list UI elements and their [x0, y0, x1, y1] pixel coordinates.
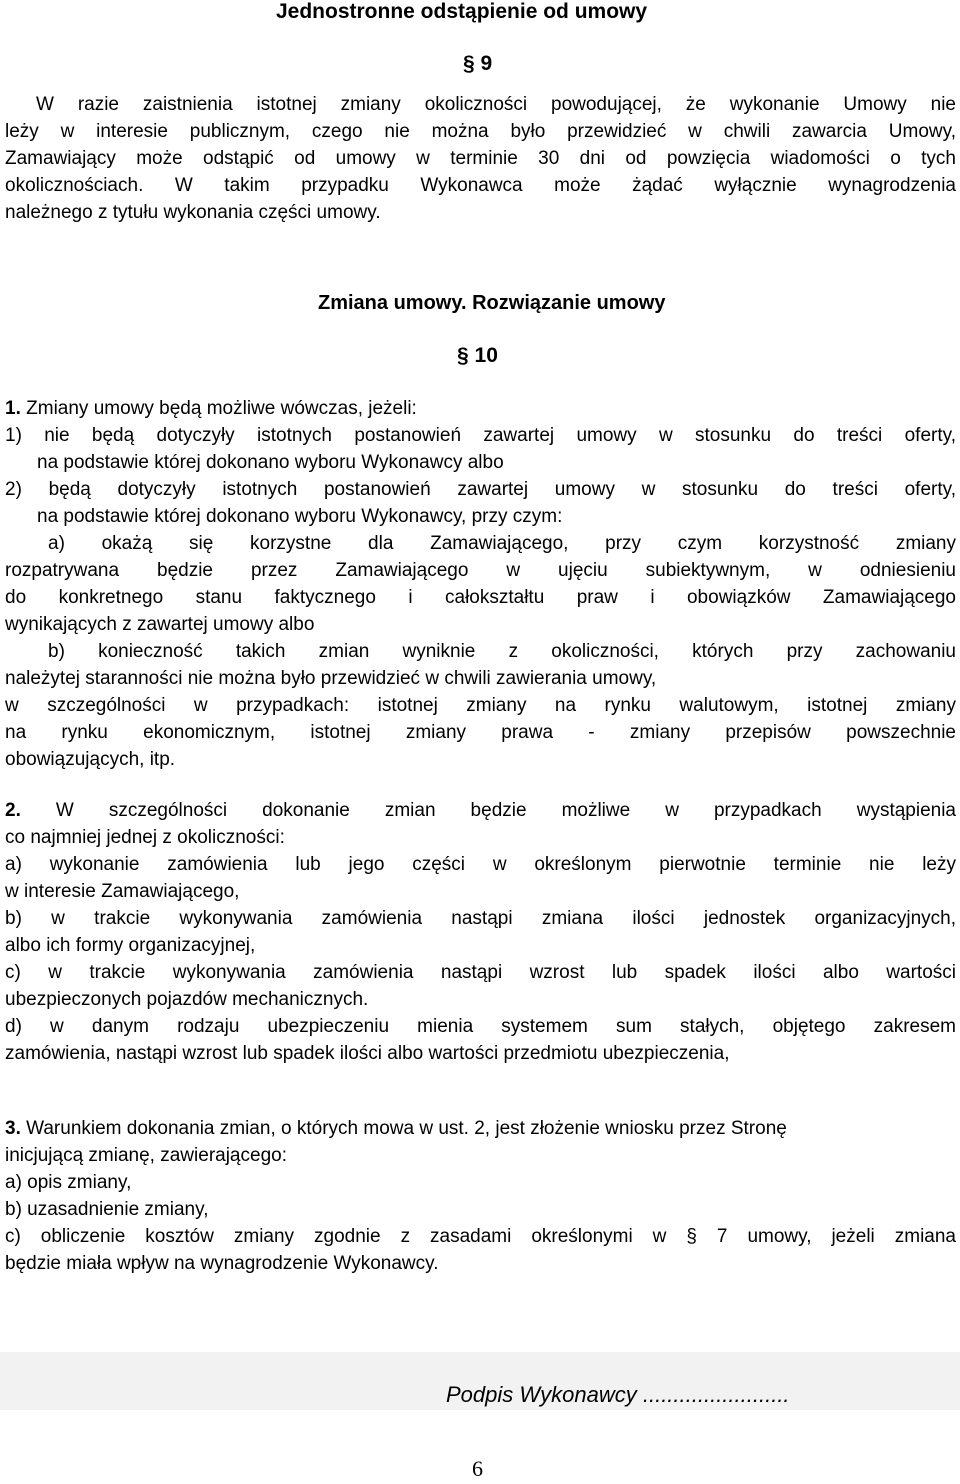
text-line: na podstawie której dokonano wyboru Wykonawcy albo: [37, 452, 504, 473]
signature-line: Podpis Wykonawcy ........................: [446, 1382, 790, 1407]
document-heading: Jednostronne odstąpienie od umowy: [276, 0, 648, 23]
paragraph-number: 9: [480, 52, 493, 75]
paragraph-10-marker: [457, 344, 498, 368]
text-line: a) opis zmiany,: [5, 1172, 132, 1193]
text-line: co najmniej jednej z okoliczności:: [5, 827, 285, 848]
text-line: a) wykonanie zamówienia lub jego części w określonym pierwotnie terminie nie leży: [5, 854, 956, 875]
point-text: Warunkiem dokonania zmian, o których mowa w ust. 2, jest złożenie wniosku przez Stronę: [20, 1118, 787, 1139]
text-line: zamówienia, nastąpi wzrost lub spadek ilości albo wartości przedmiotu ubezpieczenia,: [5, 1043, 730, 1064]
text-line: w szczególności w przypadkach: istotnej zmiany na rynku walutowym, istotnej zmiany: [5, 695, 956, 716]
text-line: na rynku ekonomicznym, istotnej zmiany prawa - zmiany przepisów powszechnie: [5, 722, 956, 743]
text-line: okolicznościach. W takim przypadku Wykonawca może żądać wyłącznie wynagrodzenia: [5, 175, 956, 196]
text-line: rozpatrywana będzie przez Zamawiającego w ujęciu subiektywnym, w odniesieniu: [5, 560, 956, 581]
text-line: b) w trakcie wykonywania zamówienia nastąpi zmiana ilości jednostek organizacyjnych,: [5, 908, 956, 929]
text-line: na podstawie której dokonano wyboru Wykonawcy, przy czym:: [37, 506, 563, 527]
text-line: należytej staranności nie można było przewidzieć w chwili zawierania umowy,: [5, 668, 657, 689]
point-3-intro: [5, 1116, 956, 1142]
text-line: w interesie Zamawiającego,: [5, 881, 240, 902]
page-number: 6: [472, 1456, 483, 1481]
text-line: 1) nie będą dotyczyły istotnych postanowień zawartej umowy w stosunku do treści oferty,: [5, 425, 956, 446]
text-line: obowiązujących, itp.: [5, 749, 176, 770]
point-text: Zmiany umowy będą możliwe wówczas, jeżeli:: [20, 398, 417, 419]
section-symbol: §: [457, 344, 469, 367]
section-title: Zmiana umowy. Rozwiązanie umowy: [318, 292, 666, 314]
point-number: 2.: [5, 800, 21, 821]
point-number: 3.: [5, 1118, 21, 1139]
text-line: b) uzasadnienie zmiany,: [5, 1199, 209, 1220]
text-line: będzie miała wpływ na wynagrodzenie Wykonawcy.: [5, 1253, 439, 1274]
text-line: a) okażą się korzystne dla Zamawiającego, przy czym korzystność zmiany: [48, 533, 956, 554]
text-line: Zamawiający może odstąpić od umowy w terminie 30 dni od powzięcia wiadomości o tych: [5, 148, 956, 169]
text-line: d) w danym rodzaju ubezpieczeniu mienia systemem sum stałych, objętego zakresem: [5, 1016, 956, 1037]
text-line: należnego z tytułu wykonania części umowy.: [5, 202, 381, 223]
text-line: inicjującą zmianę, zawierającego:: [5, 1145, 287, 1166]
text-line: c) w trakcie wykonywania zamówienia nastąpi wzrost lub spadek ilości albo wartości: [5, 962, 956, 983]
text-line: W razie zaistnienia istotnej zmiany okoliczności powodującej, że wykonanie Umowy nie: [36, 94, 956, 115]
point-2-intro: [5, 798, 956, 824]
text-line: do konkretnego stanu faktycznego i całokształtu praw i obowiązków Zamawiającego: [5, 587, 956, 608]
section-symbol: §: [463, 52, 475, 75]
point-1-intro: [5, 396, 956, 422]
text-line: albo ich formy organizacyjnej,: [5, 935, 256, 956]
text-line: wynikających z zawartej umowy albo: [5, 614, 315, 635]
text-line: b) konieczność takich zmian wyniknie z okoliczności, których przy zachowaniu: [48, 641, 956, 662]
paragraph-number: 10: [474, 344, 498, 367]
paragraph-9-marker: [463, 52, 492, 76]
text-line: leży w interesie publicznym, czego nie można było przewidzieć w chwili zawarcia Umowy,: [5, 121, 956, 142]
text-line: c) obliczenie kosztów zmiany zgodnie z zasadami określonymi w § 7 umowy, jeżeli zmiana: [5, 1226, 956, 1247]
text-line: 2) będą dotyczyły istotnych postanowień zawartej umowy w stosunku do treści oferty,: [5, 479, 956, 500]
point-number: 1.: [5, 398, 21, 419]
text-line: ubezpieczonych pojazdów mechanicznych.: [5, 989, 369, 1010]
point-text: W szczególności dokonanie zmian będzie możliwe w przypadkach wystąpienia: [20, 800, 956, 821]
